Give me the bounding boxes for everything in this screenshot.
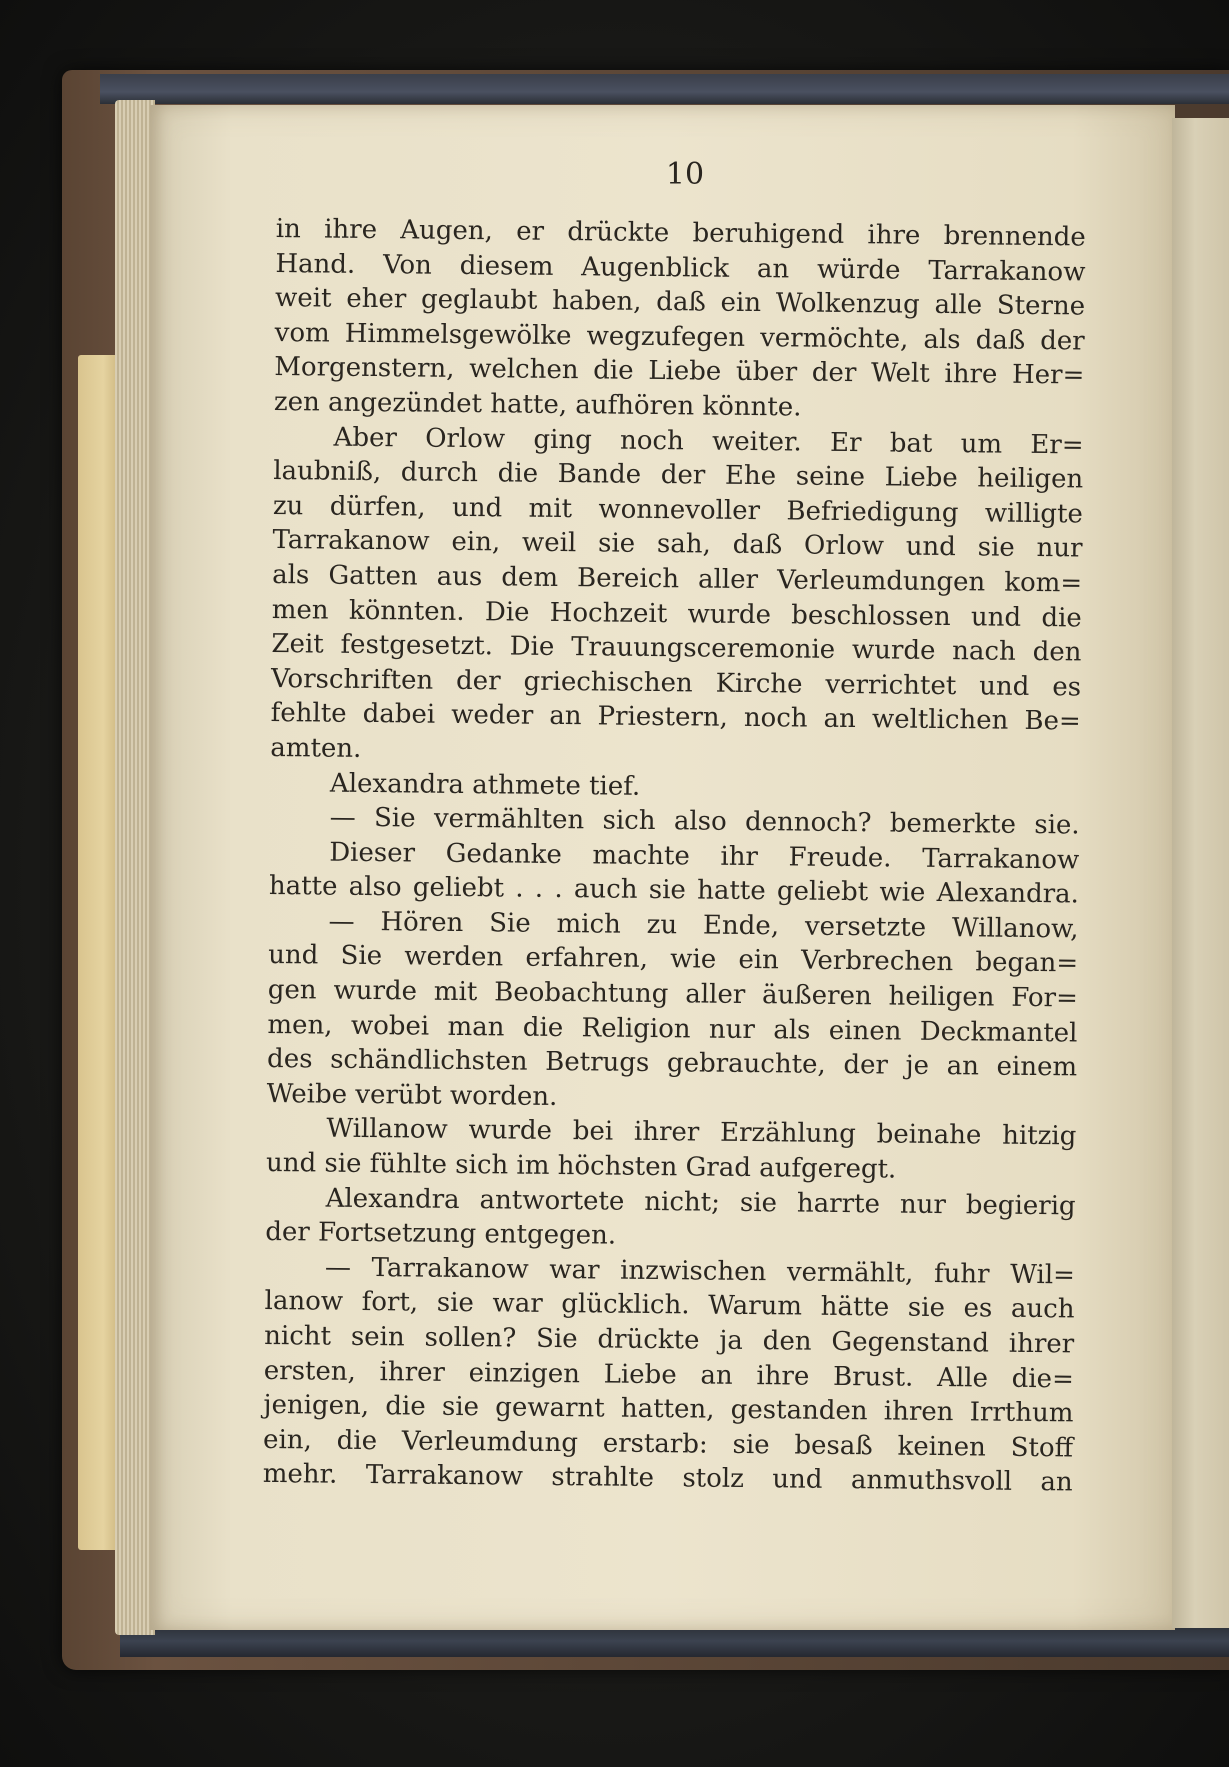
text-line: zu dürfen, und mit wonnevoller Befriedigung willigte (272, 490, 1084, 530)
text-line: der Fortsetzung entgegen. (265, 1217, 617, 1251)
text-line: nicht sein sollen? Sie drückte ja den Gegenstand ihrer (264, 1320, 1075, 1360)
text-line: Dieser Gedanke machte ihr Freude. Tarrakanow (329, 837, 1080, 876)
text-line: — Hören Sie mich zu Ende, versetzte Willanow, (328, 906, 1079, 945)
text-line: Willanow wurde bei ihrer Erzählung beinahe hitzig (326, 1114, 1077, 1152)
text-line: Morgenstern, welchen die Liebe über der Welt ihre Her= (274, 352, 1085, 391)
text-line: Tarrakanow ein, weil sie sah, daß Orlow und sie nur (272, 525, 1083, 564)
cover-top-edge (100, 74, 1229, 104)
text-line: vom Himmelsgewölke wegzufegen vermöchte, als daß der (274, 317, 1085, 357)
text-line: zen angezündet hatte, aufhören könnte. (273, 386, 802, 423)
text-line: Alexandra athmete tief. (329, 768, 641, 802)
text-line: Vorschriften der griechischen Kirche verrichtet und es (270, 663, 1082, 703)
text-line: fehlte dabei weder an Priestern, noch an weltlichen Be= (270, 698, 1081, 737)
text-line: amten. (270, 732, 362, 764)
text-line: hatte also geliebt . . . auch sie hatte geliebt wie Alexandra. (268, 871, 1080, 910)
page-edges (115, 100, 155, 1635)
text-line: in ihre Augen, er drückte beruhigend ihre brennende (275, 213, 1086, 253)
text-line: Aber Orlow ging noch weiter. Er bat um Er= (333, 422, 1084, 461)
text-line: und Sie werden erfahren, wie ein Verbrechen began= (268, 940, 1079, 979)
text-line: — Tarrakanow war inzwischen vermählt, fuhr Wil= (324, 1252, 1076, 1291)
page-text (263, 212, 1086, 1500)
text-line: ersten, ihrer einzigen Liebe an ihre Brust. Alle die= (263, 1355, 1074, 1395)
text-line: laubniß, durch die Bande der Ehe seine Liebe heiligen (273, 456, 1084, 495)
text-line: weit eher geglaubt haben, daß ein Wolkenzug alle Sterne (274, 283, 1086, 322)
text-line: lanow fort, sie war glücklich. Warum hätte sie es auch (264, 1286, 1075, 1325)
text-line: des schändlichsten Betrugs gebrauchte, der je an einem (266, 1044, 1078, 1083)
text-line: gen wurde mit Beobachtung aller äußeren heiligen For= (267, 975, 1078, 1014)
text-line: men könnten. Die Hochzeit wurde beschlossen und die (271, 594, 1082, 633)
text-line: ein, die Verleumdung erstarb: sie besaß keinen Stoff (262, 1424, 1074, 1464)
text-line: — Sie vermählten sich also dennoch? bemerkte sie. (329, 802, 1080, 841)
text-line: Alexandra antwortete nicht; sie harrte nur begierig (325, 1183, 1076, 1222)
facing-page-edge (1172, 118, 1229, 1628)
text-line: Hand. Von diesem Augenblick an würde Tarrakanow (275, 248, 1086, 288)
text-line: men, wobei man die Religion nur als einen Deckmantel (267, 1009, 1078, 1049)
text-line: als Gatten aus dem Bereich aller Verleumdungen kom= (272, 559, 1083, 599)
paper-tab (78, 355, 120, 1550)
text-line: Zeit festgesetzt. Die Trauungsceremonie wurde nach den (271, 629, 1082, 668)
text-line: jenigen, die sie gewarnt hatten, gestanden ihren Irrthum (263, 1390, 1074, 1429)
text-line: mehr. Tarrakanow strahlte stolz und anmuthsvoll an (262, 1459, 1073, 1498)
page-number: 10 (665, 157, 705, 192)
text-line: Weibe verübt worden. (266, 1078, 558, 1112)
text-line: und sie fühlte sich im höchsten Grad aufgeregt. (265, 1147, 897, 1185)
